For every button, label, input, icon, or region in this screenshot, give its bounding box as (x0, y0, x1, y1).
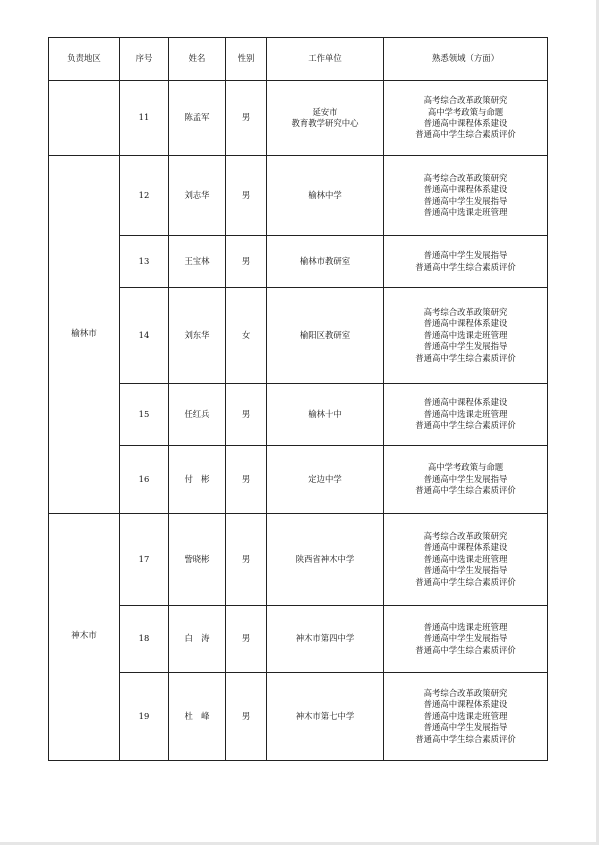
field-line: 普通高中学生发展指导 (423, 565, 508, 576)
table-row (49, 606, 548, 673)
table-row (49, 81, 548, 156)
field-line: 普通高中课程体系建设 (423, 118, 508, 128)
fields-cell (384, 606, 548, 673)
field-line: 普通高中学生综合素质评价 (415, 644, 516, 655)
expert-table (48, 37, 548, 761)
unit-line: 榆阳区教研室 (299, 329, 351, 340)
name-cell: 刘志华 (169, 156, 226, 236)
field-line: 高考综合改革政策研究 (423, 530, 508, 541)
fields-cell (384, 236, 548, 288)
field-line: 普通高中学生发展指导 (423, 195, 508, 206)
number-cell: 11 (120, 81, 169, 156)
field-line: 普通高中学生发展指导 (423, 633, 508, 644)
field-line: 普通高中学生发展指导 (423, 473, 508, 484)
header-gender: 性别 (226, 38, 267, 81)
field-line: 普通高中课程体系建设 (423, 318, 508, 329)
unit-line: 陕西省神木中学 (295, 553, 355, 564)
name-cell: 刘东华 (169, 288, 226, 384)
number-cell: 19 (120, 673, 169, 761)
field-line: 普通高中学生综合素质评价 (415, 485, 516, 496)
fields-cell (384, 288, 548, 384)
field-line: 普通高中选课走班管理 (423, 408, 508, 419)
field-line: 普通高中课程体系建设 (423, 699, 508, 710)
field-line: 普通高中学生综合素质评价 (415, 352, 516, 363)
table-row (49, 384, 548, 446)
unit-cell (267, 514, 384, 606)
unit-line: 榆林市教研室 (299, 255, 351, 266)
field-line: 普通高中学生综合素质评价 (415, 261, 516, 272)
field-line: 普通高中课程体系建设 (423, 397, 508, 408)
field-line: 普通高中选课走班管理 (423, 621, 508, 632)
field-line: 普通高中学生综合素质评价 (415, 733, 516, 744)
field-line: 普通高中学生综合素质评价 (415, 420, 516, 431)
unit-line: 神木市第四中学 (295, 633, 355, 644)
gender-cell: 男 (226, 236, 267, 288)
unit-line: 榆林十中 (308, 408, 342, 419)
gender-cell: 男 (226, 514, 267, 606)
unit-cell (267, 236, 384, 288)
field-line: 普通高中学生发展指导 (423, 341, 508, 352)
field-line: 普通高中课程体系建设 (423, 184, 508, 195)
unit-cell (267, 446, 384, 514)
field-line: 高中学考政策与命题 (427, 462, 504, 473)
name-cell: 陈孟军 (169, 81, 226, 156)
name-cell: 王宝林 (169, 236, 226, 288)
field-line: 普通高中学生综合素质评价 (415, 576, 516, 587)
field-line: 普通高中学生综合素质评价 (415, 129, 516, 140)
field-line: 普通高中选课走班管理 (423, 329, 508, 340)
field-line: 高中学考政策与命题 (427, 106, 504, 117)
unit-line: 神木市第七中学 (295, 710, 355, 721)
unit-line: 教育教学研究中心 (291, 118, 359, 128)
fields-cell (384, 384, 548, 446)
fields-cell (384, 156, 548, 236)
number-cell: 18 (120, 606, 169, 673)
header-unit: 工作单位 (267, 38, 384, 81)
unit-cell (267, 606, 384, 673)
unit-cell (267, 384, 384, 446)
number-cell: 12 (120, 156, 169, 236)
gender-cell: 男 (226, 156, 267, 236)
gender-cell: 女 (226, 288, 267, 384)
table-row (49, 156, 548, 236)
field-line: 普通高中选课走班管理 (423, 553, 508, 564)
gender-cell: 男 (226, 673, 267, 761)
fields-cell (384, 81, 548, 156)
number-cell: 17 (120, 514, 169, 606)
field-line: 高考综合改革政策研究 (423, 306, 508, 317)
table-row (49, 236, 548, 288)
field-line: 高考综合改革政策研究 (423, 687, 508, 698)
unit-cell (267, 156, 384, 236)
table-row (49, 514, 548, 606)
gender-cell: 男 (226, 606, 267, 673)
area-cell: 神木市 (49, 514, 120, 761)
number-cell: 15 (120, 384, 169, 446)
table-row (49, 446, 548, 514)
field-line: 高考综合改革政策研究 (423, 172, 508, 183)
unit-cell (267, 81, 384, 156)
name-cell: 付 彬 (169, 446, 226, 514)
header-name: 姓名 (169, 38, 226, 81)
fields-cell (384, 514, 548, 606)
field-line: 高考综合改革政策研究 (423, 95, 508, 106)
field-line: 普通高中选课走班管理 (423, 206, 508, 217)
name-cell: 白 涛 (169, 606, 226, 673)
gender-cell: 男 (226, 384, 267, 446)
name-cell: 杜 峰 (169, 673, 226, 761)
table-header-row (49, 38, 548, 81)
header-fields: 熟悉领域（方面） (384, 38, 548, 81)
number-cell: 14 (120, 288, 169, 384)
area-cell: 榆林市 (49, 156, 120, 514)
unit-line: 榆林中学 (308, 189, 342, 200)
area-cell (49, 81, 120, 156)
number-cell: 16 (120, 446, 169, 514)
table-row (49, 288, 548, 384)
field-line: 普通高中学生发展指导 (423, 250, 508, 261)
unit-line: 延安市 (312, 106, 338, 117)
fields-cell (384, 673, 548, 761)
header-area: 负责地区 (49, 38, 120, 81)
field-line: 普通高中学生发展指导 (423, 722, 508, 733)
header-number: 序号 (120, 38, 169, 81)
gender-cell: 男 (226, 446, 267, 514)
name-cell: 訾晓彬 (169, 514, 226, 606)
name-cell: 任红兵 (169, 384, 226, 446)
unit-line: 定边中学 (308, 473, 342, 484)
gender-cell: 男 (226, 81, 267, 156)
field-line: 普通高中选课走班管理 (423, 710, 508, 721)
number-cell: 13 (120, 236, 169, 288)
unit-cell (267, 673, 384, 761)
table-row (49, 673, 548, 761)
fields-cell (384, 446, 548, 514)
field-line: 普通高中课程体系建设 (423, 542, 508, 553)
unit-cell (267, 288, 384, 384)
